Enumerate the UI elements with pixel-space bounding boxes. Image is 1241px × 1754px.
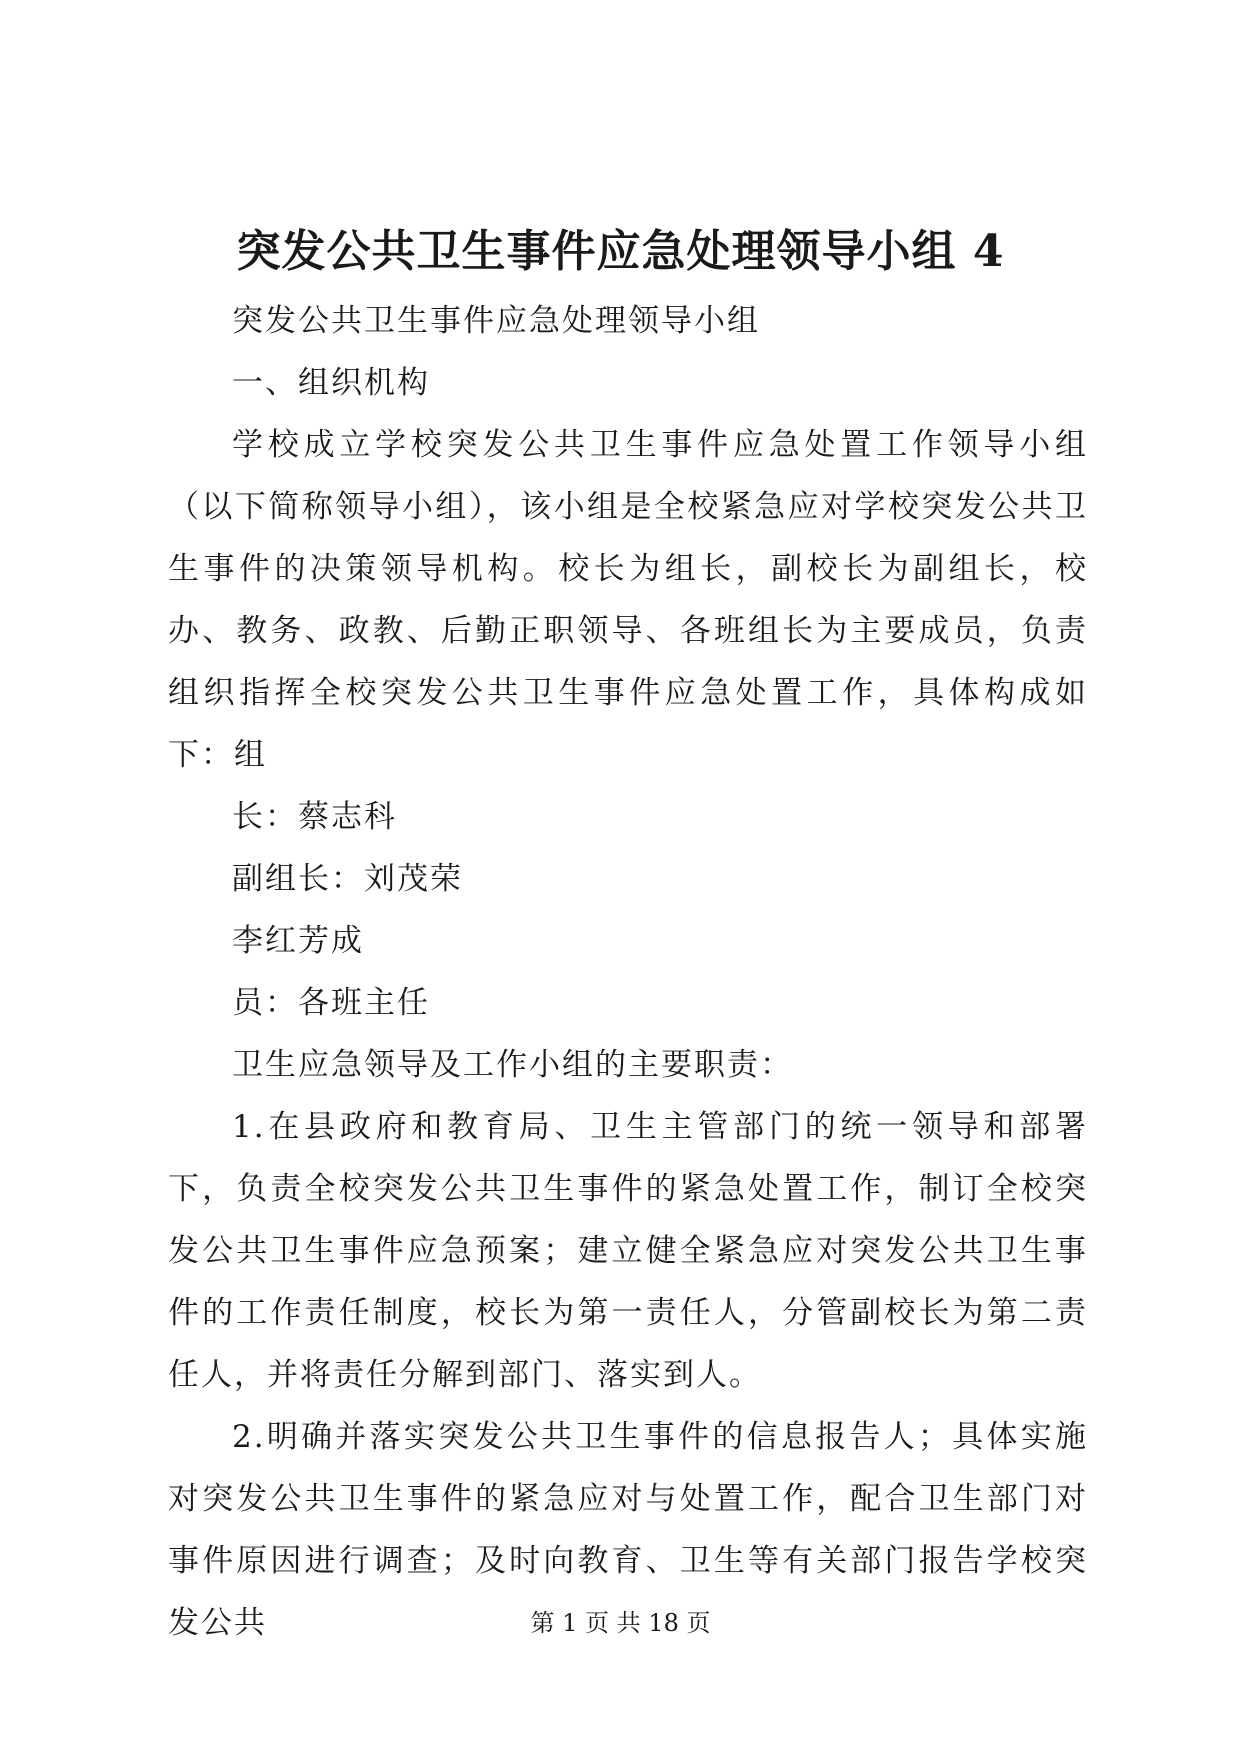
paragraph-section-heading: 一、组织机构 xyxy=(232,365,430,401)
paragraph-member-line: 李红芳成 xyxy=(232,923,364,959)
paragraph-deputy-leader: 副组长：刘茂荣 xyxy=(232,861,463,897)
document-title: 突发公共卫生事件应急处理领导小组 4 xyxy=(236,226,1005,277)
paragraph-leader: 长：蔡志科 xyxy=(232,799,397,835)
paragraph-subtitle: 突发公共卫生事件应急处理领导小组 xyxy=(232,303,760,339)
paragraph-organization: 学校成立学校突发公共卫生事件应急处置工作领导小组（以下简称领导小组），该小组是全校紧急应对学校突发公共卫生事件的决策领导机构。校长为组长，副校长为副组长，校办、教务、政教、后勤正职领导、各班组长为主要成员，负责组织指挥全校突发公共卫生事件应急处置工作，具体构成如下：组 xyxy=(168,427,1088,773)
page-footer: 第 1 页 共 18 页 xyxy=(530,1609,711,1637)
paragraph-duty-1: 1.在县政府和教育局、卫生主管部门的统一领导和部署下，负责全校突发公共卫生事件的紧急处置工作，制订全校突发公共卫生事件应急预案；建立健全紧急应对突发公共卫生事件的工作责任制度，校长为第一责任人，分管副校长为第二责任人，并将责任分解到部门、落实到人。 xyxy=(168,1109,1088,1393)
paragraph-duties-heading: 卫生应急领导及工作小组的主要职责： xyxy=(232,1047,793,1083)
document-body xyxy=(168,290,1088,1654)
paragraph-duty-2: 2.明确并落实突发公共卫生事件的信息报告人；具体实施对突发公共卫生事件的紧急应对与处置工作，配合卫生部门对事件原因进行调查；及时向教育、卫生等有关部门报告学校突发公共 xyxy=(168,1419,1088,1641)
paragraph-members: 员：各班主任 xyxy=(232,985,430,1021)
